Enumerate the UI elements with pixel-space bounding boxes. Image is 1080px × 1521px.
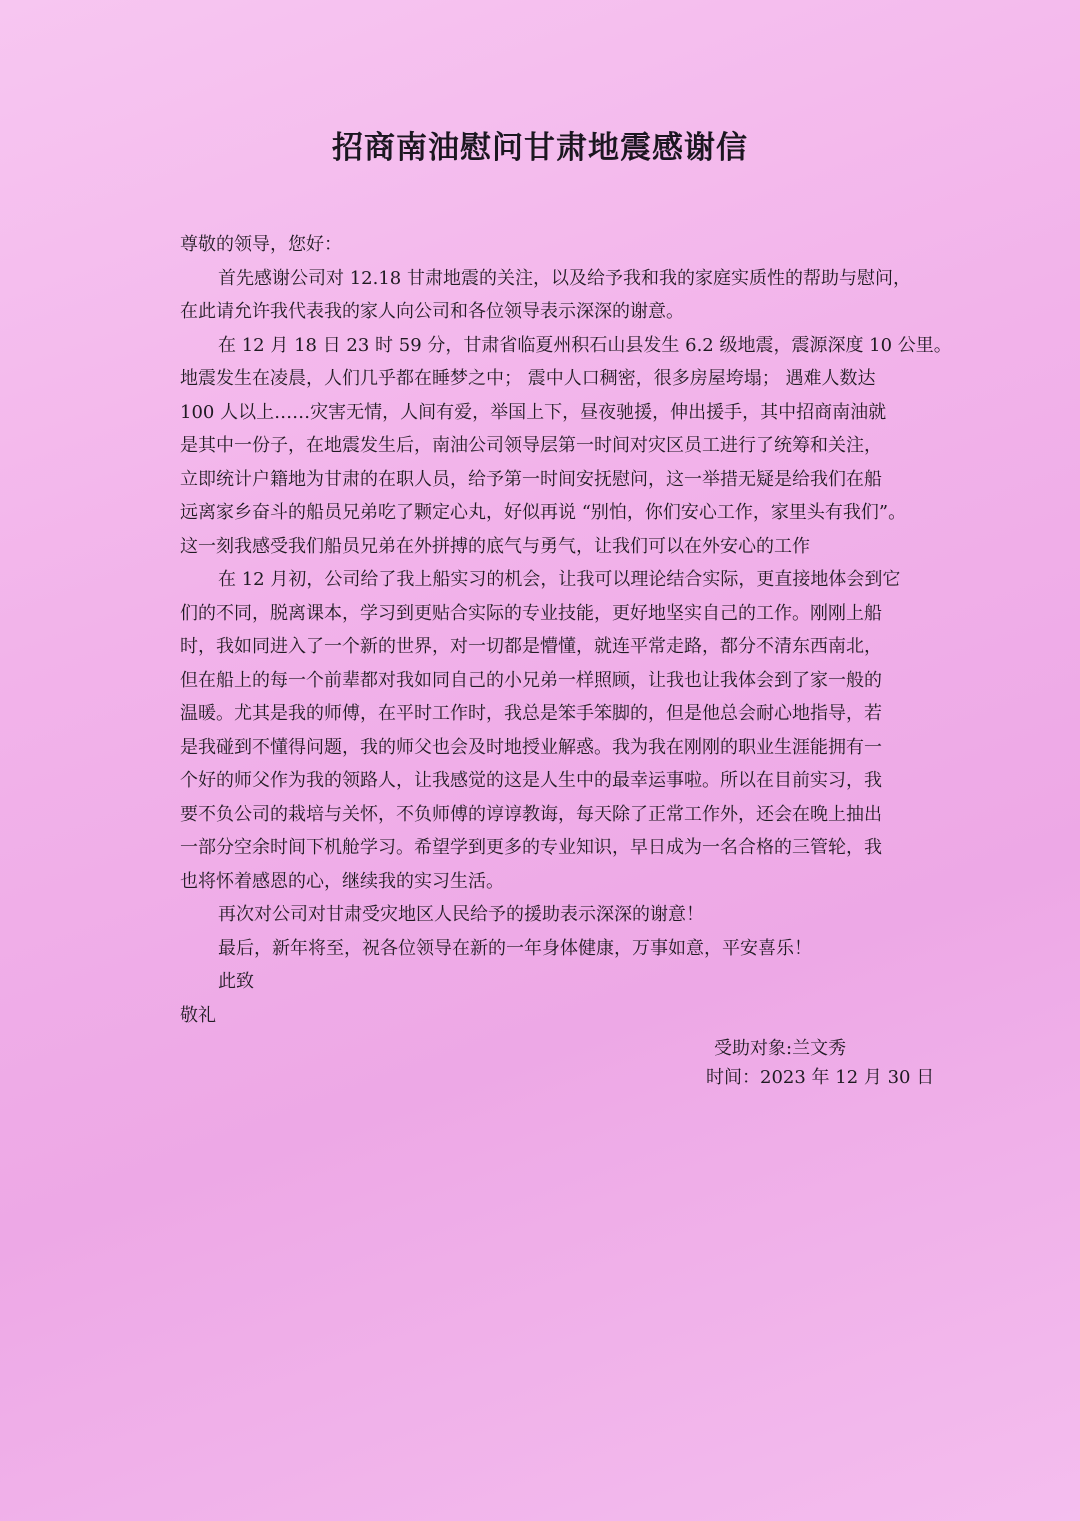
letter-line: 要不负公司的栽培与关怀，不负师傅的谆谆教诲，每天除了正常工作外，还会在晚上抽出 bbox=[180, 803, 882, 825]
letter-line: 100 人以上……灾害无情，人间有爱，举国上下，昼夜驰援，伸出援手，其中招商南油就 bbox=[180, 401, 887, 423]
letter-lines bbox=[180, 262, 952, 1033]
letter-line: 这一刻我感受我们船员兄弟在外拼搏的底气与勇气，让我们可以在外安心的工作 bbox=[180, 535, 810, 557]
letter-line: 是我碰到不懂得问题，我的师父也会及时地授业解惑。我为我在刚刚的职业生涯能拥有一 bbox=[180, 736, 882, 758]
letter-line: 地震发生在凌晨，人们几乎都在睡梦之中； 震中人口稠密，很多房屋垮塌； 遇难人数达 bbox=[180, 368, 876, 389]
letter-line: 也将怀着感恩的心，继续我的实习生活。 bbox=[180, 870, 504, 892]
letter-line: 首先感谢公司对 12.18 甘肃地震的关注，以及给予我和我的家庭实质性的帮助与慰问， bbox=[218, 267, 911, 289]
letter-line: 再次对公司对甘肃受灾地区人民给予的援助表示深深的谢意！ bbox=[218, 904, 704, 925]
letter-title: 招商南油慰问甘肃地震感谢信 bbox=[332, 130, 748, 166]
letter-line: 个好的师父作为我的领路人，让我感觉的这是人生中的最幸运事啦。所以在目前实习，我 bbox=[180, 770, 882, 791]
letter-line: 敬礼 bbox=[180, 1004, 216, 1026]
letter-line: 远离家乡奋斗的船员兄弟吃了颗定心丸，好似再说 “别怕，你们安心工作，家里头有我们”。 bbox=[180, 502, 907, 523]
letter-line: 在 12 月初，公司给了我上船实习的机会，让我可以理论结合实际，更直接地体会到它 bbox=[218, 569, 901, 590]
letter-body bbox=[180, 228, 952, 1032]
letter-line: 在 12 月 18 日 23 时 59 分，甘肃省临夏州积石山县发生 6.2 级地震，震源深度 10 公里。 bbox=[218, 334, 952, 356]
letter-line: 此致 bbox=[218, 971, 254, 992]
letter-line: 但在船上的每一个前辈都对我如同自己的小兄弟一样照顾，让我也让我体会到了家一般的 bbox=[180, 669, 882, 691]
signature-recipient: 受助对象:兰文秀 bbox=[714, 1038, 847, 1059]
letter-line: 最后，新年将至，祝各位领导在新的一年身体健康，万事如意，平安喜乐！ bbox=[218, 937, 812, 959]
letter-line: 时，我如同进入了一个新的世界，对一切都是懵懂，就连平常走路，都分不清东西南北， bbox=[180, 636, 882, 657]
salutation: 尊敬的领导，您好： bbox=[180, 234, 342, 255]
letter-line: 是其中一份子，在地震发生后，南油公司领导层第一时间对灾区员工进行了统筹和关注， bbox=[180, 435, 882, 456]
letter-line: 们的不同，脱离课本，学习到更贴合实际的专业技能，更好地坚实自己的工作。刚刚上船 bbox=[180, 602, 882, 624]
letter-line: 立即统计户籍地为甘肃的在职人员，给予第一时间安抚慰问，这一举措无疑是给我们在船 bbox=[180, 468, 882, 490]
letter-line: 一部分空余时间下机舱学习。希望学到更多的专业知识，早日成为一名合格的三管轮，我 bbox=[180, 837, 882, 858]
signature-date: 时间：2023 年 12 月 30 日 bbox=[706, 1067, 935, 1088]
letter-line: 温暖。尤其是我的师傅，在平时工作时，我总是笨手笨脚的，但是他总会耐心地指导，若 bbox=[180, 703, 882, 724]
letter-line: 在此请允许我代表我的家人向公司和各位领导表示深深的谢意。 bbox=[180, 301, 684, 322]
